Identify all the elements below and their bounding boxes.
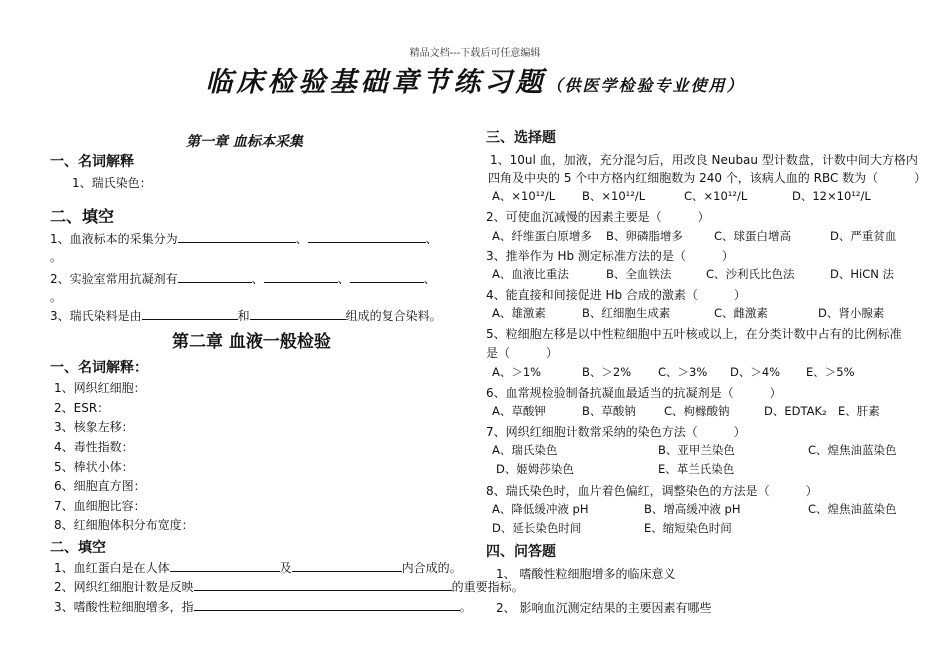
option: C、枸橼酸钠 [664,404,730,418]
option: C、×10¹²/L [684,189,748,203]
blank-line[interactable] [178,230,296,243]
option: C、球蛋白增高 [714,229,792,243]
fill-blank-6 [54,598,472,615]
question-text: 是（ ） [486,346,559,360]
blank-line[interactable] [170,559,280,572]
section-heading: 二、填空 [50,540,106,556]
option: A、纤维蛋白原增多 [492,229,592,243]
title-main: 临床检验基础章节练习题 [205,67,547,98]
option: D、12×10¹²/L [792,189,871,203]
blank-line[interactable] [142,307,238,320]
header-note: 精品文档---下载后可任意编辑 [409,48,541,59]
section-heading: 三、选择题 [486,130,556,146]
section-heading: 四、问答题 [486,544,556,560]
fill-text: 3、嗜酸性粒细胞增多，指 [54,600,194,614]
blank-line[interactable] [350,270,424,283]
option: D、姬姆莎染色 [496,462,574,476]
option: B、亚甲兰染色 [658,443,735,457]
question-text: 5、粒细胞左移是以中性粒细胞中五叶核或以上，在分类计数中占有的比例标准 [486,327,902,341]
question-text: 四角及中央的 5 个中方格内红细胞数为 240 个，该病人血的 RBC 数为（ ） [488,171,927,185]
fill-end: 。 [50,250,63,264]
section-heading: 二、填空 [50,207,115,226]
term-item: 3、核象左移： [54,420,134,434]
fill-text: 1、血红蛋白是在人体 [54,561,170,575]
option: D、HiCN 法 [830,267,894,281]
option: E、＞5% [806,365,855,379]
option: B、＞2% [582,365,632,379]
option: B、卵磷脂增多 [606,229,683,243]
fill-text: 内合成的。 [401,561,462,575]
term-item: 8、红细胞体积分布宽度： [54,518,194,532]
question-text: 3、推举作为 Hb 测定标准方法的是（ ） [486,249,734,263]
blank-line[interactable] [194,598,460,611]
option: C、＞3% [658,365,708,379]
option: A、降低缓冲液 pH [492,502,589,516]
section-heading: 一、名词解释 [50,154,134,170]
fill-blank-3 [50,307,442,324]
question-text: 2、 影响血沉测定结果的主要因素有哪些 [496,601,712,615]
fill-text: 、 [337,272,350,286]
term-item: 7、血细胞比容： [54,499,146,513]
option: B、红细胞生成素 [582,306,671,320]
blank-line[interactable] [194,578,452,591]
blank-line[interactable] [178,270,252,283]
fill-text: 、 [295,232,308,246]
question-text: 8、瑞氏染色时，血片着色偏红，调整染色的方法是（ ） [486,484,818,498]
option: E、肝素 [838,404,880,418]
option: C、煌焦油蓝染色 [808,443,897,457]
term-item: 2、ESR： [54,401,110,415]
fill-blank-5 [54,578,524,595]
option: E、革兰氏染色 [658,462,735,476]
fill-end: 。 [50,290,63,304]
blank-line[interactable] [250,307,346,320]
blank-line[interactable] [308,230,426,243]
fill-text: 3、瑞氏染料是由 [50,309,142,323]
fill-text: 1、血液标本的采集分为 [50,232,178,246]
chapter-2-title: 第二章 血液一般检验 [172,332,331,352]
blank-line[interactable] [264,270,338,283]
chapter-1-title: 第一章 血标本采集 [186,134,303,150]
term-item: 1、网织红细胞： [54,381,146,395]
option: D、肾小腺素 [818,306,885,320]
term-item: 1、瑞氏染色： [72,176,152,190]
fill-text: 和 [237,309,250,323]
term-item: 4、毒性指数： [54,440,134,454]
option: B、×10¹²/L [582,189,646,203]
option: D、严重贫血 [830,229,897,243]
fill-text: 的重要指标。 [451,580,524,594]
option: E、缩短染色时间 [644,521,732,535]
option: D、EDTAK₂ [764,404,827,418]
option: B、增高缓冲液 pH [644,502,741,516]
term-item: 5、棒状小体： [54,460,134,474]
fill-blank-2 [50,270,436,287]
option: A、草酸钾 [492,404,546,418]
option: D、＞4% [730,365,781,379]
fill-text: 、 [423,272,436,286]
option: C、沙利氏比色法 [706,267,795,281]
option: A、×10¹²/L [492,189,556,203]
option: B、全血铁法 [606,267,672,281]
question-text: 7、网织红细胞计数常采纳的染色方法（ ） [486,425,746,439]
question-text: 6、血常规检验制备抗凝血最适当的抗凝剂是（ ） [486,386,782,400]
term-item: 6、细胞直方图： [54,479,146,493]
option: A、雄激素 [492,306,546,320]
question-text: 1、10ul 血，加液，充分混匀后，用改良 Neubau 型计数盘，计数中间大方格内 [490,153,918,167]
fill-blank-4 [54,559,462,576]
page-title [0,60,950,99]
blank-line[interactable] [292,559,402,572]
question-text: 1、 嗜酸性粒细胞增多的临床意义 [496,567,676,581]
option: A、血液比重法 [492,267,569,281]
option: C、煌焦油蓝染色 [808,502,897,516]
option: C、雌激素 [714,306,769,320]
fill-text: 、 [425,232,438,246]
section-heading: 一、名词解释： [50,360,148,376]
option: A、＞1% [492,365,542,379]
fill-text: 2、实验室常用抗凝剂有 [50,272,178,286]
option: B、草酸钠 [582,404,636,418]
fill-text: 、 [251,272,264,286]
question-text: 4、能直接和间接促进 Hb 合成的激素（ ） [486,288,746,302]
fill-text: 及 [279,561,292,575]
option: A、瑞氏染色 [492,443,558,457]
question-text: 2、可使血沉减慢的因素主要是（ ） [486,210,710,224]
option: D、延长染色时间 [492,521,582,535]
title-sub: （供医学检验专业使用） [546,76,745,95]
fill-blank-1 [50,230,438,247]
fill-text: 。 [459,600,472,614]
fill-text: 2、网织红细胞计数是反映 [54,580,194,594]
fill-text: 组成的复合染料。 [345,309,442,323]
